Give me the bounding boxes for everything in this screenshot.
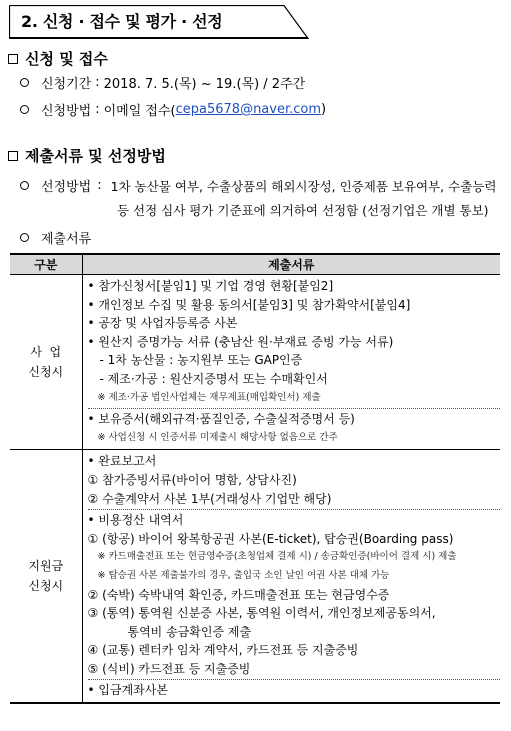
document-line: - 제조·가공 : 원산지증명서 또는 수매확인서 [99,371,328,386]
method-label: 신청방법 [41,104,92,119]
document-line: ③ (통역) 통역원 신분증 사본, 통역원 이력서, 개인정보제공동의서, [87,606,436,621]
row-category [10,450,82,703]
document-line: • 완료보고서 [87,454,157,469]
header-category: 구분 [10,254,82,275]
circle-bullet-icon [20,233,29,242]
colon: : [95,75,100,90]
category-line: 지원금 [28,559,64,574]
method-prefix: 이메일 접수( [103,104,176,119]
square-bullet-icon [8,151,18,161]
header-documents: 제출서류 [82,254,500,275]
selection-method-line1: 1차 농산물 여부, 수출상품의 해외시장성, 인증제품 보유여부, 수출능력 [110,178,497,194]
document-line: ① 참가증빙서류(바이어 명함, 상담사진) [87,472,297,487]
submit-docs [20,228,91,247]
document-line: ⑤ (식비) 카드전표 등 지출증빙 [87,661,251,676]
circle-bullet-icon [20,181,29,190]
note-line: ※ 사업신청 시 인증서류 미제출시 해당사항 없음으로 간주 [97,431,338,443]
heading-selection [8,145,166,166]
group-divider [88,509,501,510]
colon: : [95,102,100,117]
note-line: ※ 탑승권 사본 제출불가의 경우, 출입국 소인 날인 여권 사본 대체 가능 [97,569,390,581]
note-line: ※ 제조·가공 법인사업체는 재무제표(매입확인서) 제출 [97,391,321,403]
selection-method-line2: 등 선정 심사 평가 기준표에 의거하여 선정함 (선정기업은 개별 통보) [117,203,489,218]
square-bullet-icon [8,54,18,64]
note-line: ※ 카드매출전표 또는 현금영수증(초청업체 결제 시) / 송금확인증(바이어 결제 시) 제출 [97,551,457,563]
category-line: 사 업 [30,345,62,360]
row-category [10,275,82,450]
apply-period [20,73,305,92]
circle-bullet-icon [20,105,29,114]
group-divider [88,679,501,680]
table-header-row [10,254,500,275]
document-line: ② 수출계약서 사본 1부(거래성사 기업만 해당) [87,491,332,506]
method-suffix: ) [321,102,327,117]
document-line: • 공장 및 사업자등록증 사본 [87,316,238,331]
category-line: 신청시 [28,579,64,594]
period-label: 신청기간 [41,77,92,92]
row-documents [82,275,500,450]
document-line: • 참가신청서[붙임1] 및 기업 경영 현황[붙임2] [87,279,334,293]
document-line: - 1차 농산물 : 농지원부 또는 GAP인증 [99,353,303,368]
section-title-box [9,5,309,39]
heading-apply [8,48,108,69]
documents-table [10,253,500,704]
submit-docs-label: 제출서류 [41,232,92,247]
colon: : [97,178,102,193]
document-line: ④ (교통) 렌터카 임차 계약서, 카드전표 등 지출증빙 [87,643,359,658]
document-line: ① (항공) 바이어 왕복항공권 사본(E-ticket), 탑승권(Boarding pass) [87,531,454,546]
table-body [10,275,500,704]
document-line: • 보유증서(해외규격·품질인증, 수출실적증명서 등) [87,412,355,427]
circle-bullet-icon [20,78,29,87]
document-line: • 비용정산 내역서 [87,513,184,528]
category-line: 신청시 [28,365,64,380]
apply-method [20,100,326,119]
heading-selection-text: 제출서류 및 선정방법 [25,147,166,165]
table-row [10,450,500,703]
table-row [10,275,500,450]
row-documents [82,450,500,703]
document-line: • 개인정보 수집 및 활용 동의서[붙임3] 및 참가확약서[붙임4] [87,297,411,312]
email-link[interactable]: cepa5678@naver.com [175,102,322,117]
document-line: • 입금계좌사본 [87,683,168,698]
selection-method-label: 선정방법 [41,180,92,195]
document-line: ② (숙박) 숙박내역 확인증, 카드매출전표 또는 현금영수증 [87,587,390,602]
document-line: • 원산지 증명가능 서류 (충남산 원·부재료 증빙 가능 서류) [87,334,394,349]
selection-method [20,176,496,195]
section-title: 2. 신청 · 접수 및 평가 · 선정 [21,12,223,31]
heading-apply-text: 신청 및 접수 [25,50,108,68]
group-divider [88,408,501,409]
document-line: 통역비 송금확인증 제출 [127,624,252,639]
period-value: 2018. 7. 5.(목) ~ 19.(목) / 2주간 [103,77,306,92]
